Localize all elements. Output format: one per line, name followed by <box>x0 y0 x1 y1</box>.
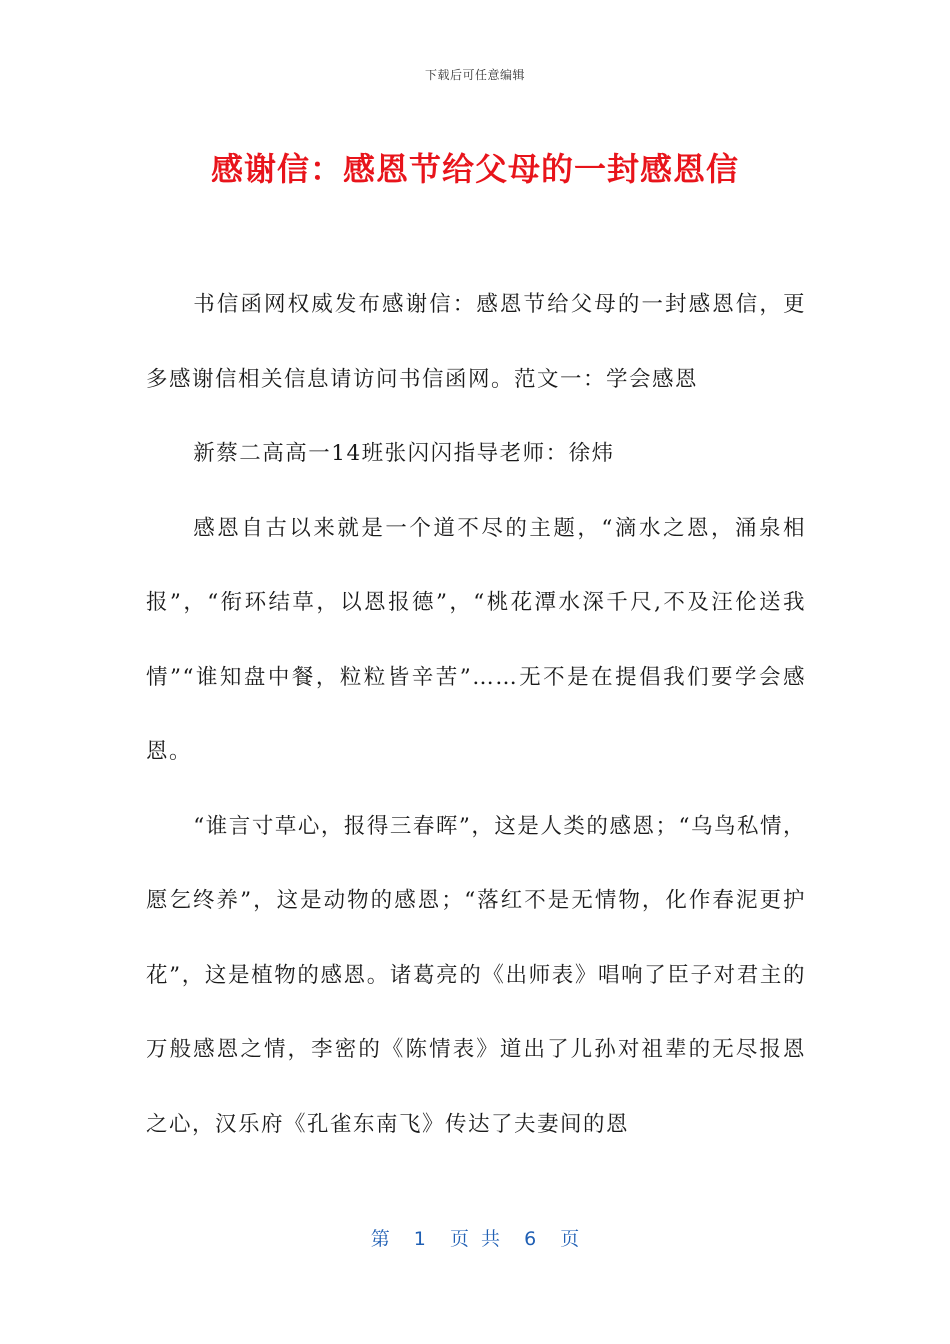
header-note: 下载后可任意编辑 <box>424 68 525 82</box>
page-number-footer: 第 1 页 共 6 页 <box>370 1228 580 1250</box>
paragraph-author: 新蔡二高高一14班张闪闪指导老师：徐炜 <box>193 441 615 466</box>
document-body <box>146 268 806 1162</box>
paragraph-intro: 书信函网权威发布感谢信：感恩节给父母的一封感恩信，更多感谢信相关信息请访问书信函网。范文一：学会感恩 <box>146 292 806 392</box>
document-title: 感谢信：感恩节给父母的一封感恩信 <box>210 150 739 188</box>
paragraph-gratitude-theme: 感恩自古以来就是一个道不尽的主题，“滴水之恩，涌泉相报”，“衔环结草，以恩报德”，“桃花潭水深千尺,不及汪伦送我情”“谁知盘中餐，粒粒皆辛苦”……无不是在提倡我们要学会感恩。 <box>146 515 806 764</box>
paragraph-gratitude-examples: “谁言寸草心，报得三春晖”，这是人类的感恩；“乌鸟私情，愿乞终养”，这是动物的感恩；“落红不是无情物，化作春泥更护花”，这是植物的感恩。诸葛亮的《出师表》唱响了臣子对君主的万般感恩之情，李密的《陈情表》道出了儿孙对祖辈的无尽报恩之心，汉乐府《孔雀东南飞》传达了夫妻间的恩 <box>146 813 806 1137</box>
